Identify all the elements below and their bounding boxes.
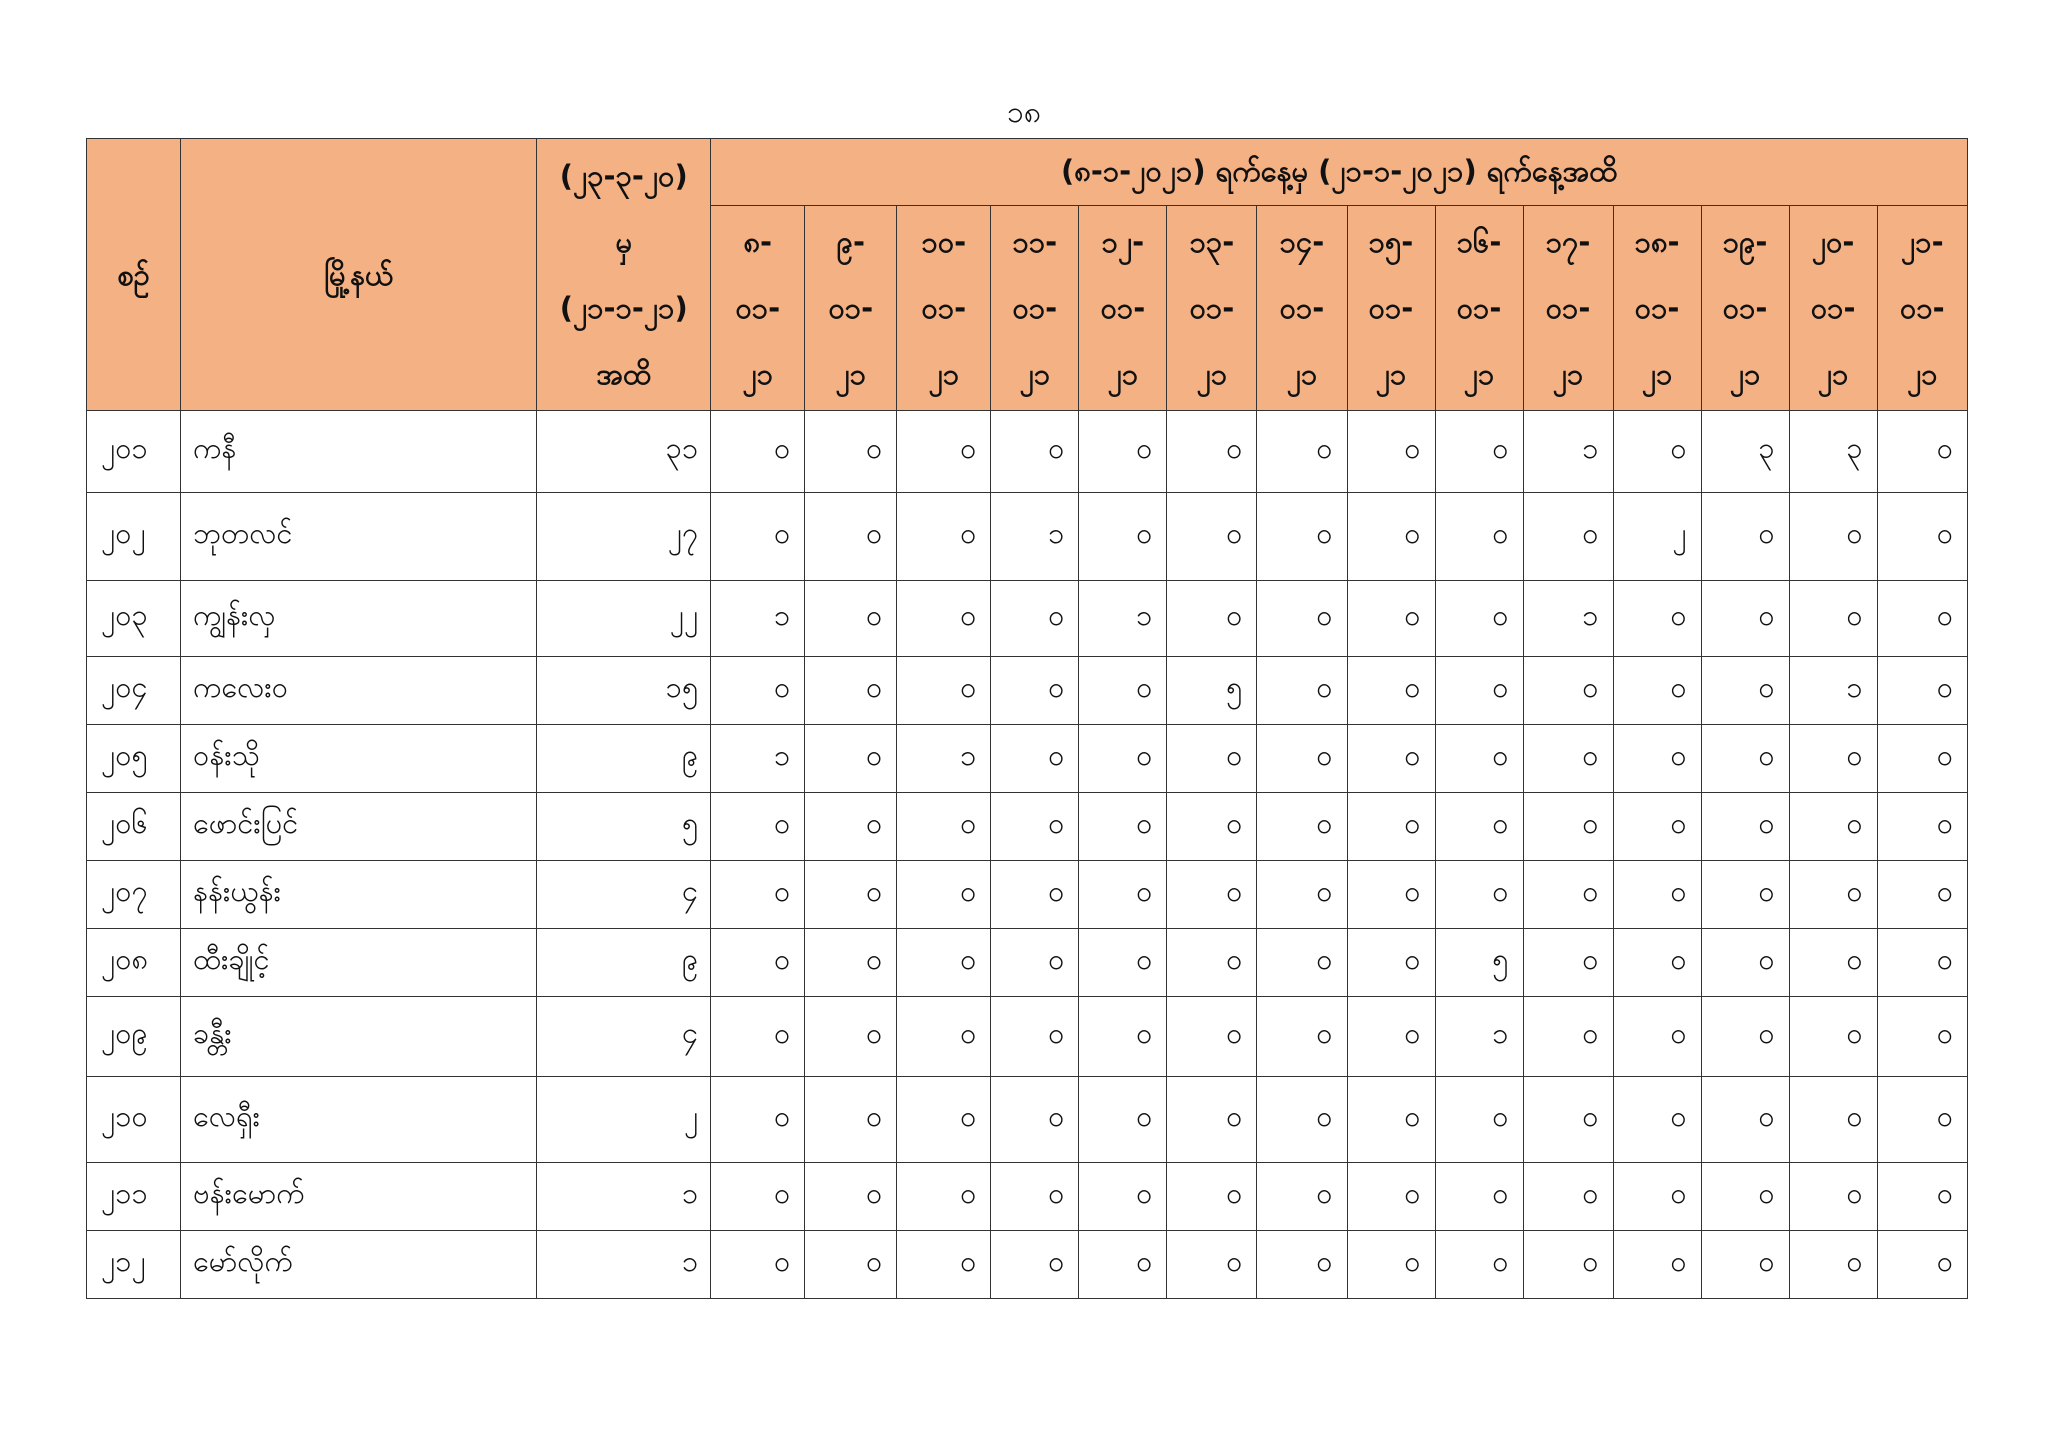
cell-value: ၀ xyxy=(1701,657,1789,725)
cell-town: ခန္တီး xyxy=(181,997,537,1077)
cell-value: ၂ xyxy=(1613,493,1701,581)
cell-value: ၀ xyxy=(897,1077,991,1163)
cell-value: ၀ xyxy=(1167,793,1257,861)
cell-value: ၀ xyxy=(991,1163,1079,1231)
cell-value: ၀ xyxy=(1613,1231,1701,1299)
cell-value: ၀ xyxy=(1789,581,1877,657)
table-row xyxy=(87,493,1968,581)
cell-value: ၀ xyxy=(805,725,897,793)
cell-value: ၀ xyxy=(1079,929,1167,997)
cell-value: ၀ xyxy=(1701,725,1789,793)
cell-total: ၂၂ xyxy=(537,581,711,657)
cell-town: မော်လိုက် xyxy=(181,1231,537,1299)
cell-total: ၃၁ xyxy=(537,411,711,493)
cell-value: ၀ xyxy=(1347,997,1435,1077)
header-date: ၁၅- ၀၁- ၂၁ xyxy=(1347,206,1435,411)
header-period: (၈-၁-၂၀၂၁) ရက်နေ့မှ (၂၁-၁-၂၀၂၁) ရက်နေ့အထိ xyxy=(711,139,1968,206)
cell-value: ၀ xyxy=(1613,793,1701,861)
cell-value: ၀ xyxy=(1789,793,1877,861)
cell-value: ၀ xyxy=(1877,581,1967,657)
cell-value: ၀ xyxy=(1347,1077,1435,1163)
cell-value: ၀ xyxy=(1789,1077,1877,1163)
cell-value: ၀ xyxy=(1701,493,1789,581)
cell-value: ၀ xyxy=(1079,793,1167,861)
cell-value: ၀ xyxy=(991,1231,1079,1299)
header-serial: စဉ် xyxy=(87,139,181,411)
header-date: ၁၃- ၀၁- ၂၁ xyxy=(1167,206,1257,411)
cell-value: ၀ xyxy=(1347,725,1435,793)
header-date: ၁၁- ၀၁- ၂၁ xyxy=(991,206,1079,411)
cell-value: ၀ xyxy=(1789,997,1877,1077)
cell-value: ၀ xyxy=(991,929,1079,997)
cell-value: ၀ xyxy=(711,793,805,861)
cell-total: ၄ xyxy=(537,861,711,929)
cell-value: ၀ xyxy=(897,657,991,725)
cell-value: ၀ xyxy=(1347,657,1435,725)
cell-value: ၀ xyxy=(1613,997,1701,1077)
cell-value: ၀ xyxy=(897,997,991,1077)
cell-serial: ၂၀၇ xyxy=(87,861,181,929)
cell-value: ၀ xyxy=(1523,657,1613,725)
cell-value: ၀ xyxy=(1435,725,1523,793)
cell-town: နန်းယွန်း xyxy=(181,861,537,929)
header-date: ၁၆- ၀၁- ၂၁ xyxy=(1435,206,1523,411)
cell-value: ၀ xyxy=(897,411,991,493)
cell-serial: ၂၀၅ xyxy=(87,725,181,793)
cell-town: ကျွန်းလှ xyxy=(181,581,537,657)
cell-value: ၀ xyxy=(1877,929,1967,997)
cell-value: ၀ xyxy=(805,411,897,493)
cell-value: ၁ xyxy=(711,581,805,657)
cell-value: ၀ xyxy=(1257,581,1347,657)
table-row xyxy=(87,657,1968,725)
cell-value: ၀ xyxy=(1347,861,1435,929)
cell-value: ၀ xyxy=(1167,581,1257,657)
cell-value: ၀ xyxy=(805,1163,897,1231)
cell-serial: ၂၁၀ xyxy=(87,1077,181,1163)
cell-value: ၀ xyxy=(1523,861,1613,929)
cell-serial: ၂၀၉ xyxy=(87,997,181,1077)
header-date: ၁၄- ၀၁- ၂၁ xyxy=(1257,206,1347,411)
cell-value: ၀ xyxy=(1257,1163,1347,1231)
cell-value: ၀ xyxy=(1613,929,1701,997)
cell-value: ၀ xyxy=(1613,581,1701,657)
cell-value: ၀ xyxy=(1435,793,1523,861)
header-date: ၁၇- ၀၁- ၂၁ xyxy=(1523,206,1613,411)
header-cumulative: (၂၃-၃-၂၀) မှ (၂၁-၁-၂၁) အထိ xyxy=(537,139,711,411)
cell-value: ၀ xyxy=(1079,657,1167,725)
cell-value: ၀ xyxy=(1167,1077,1257,1163)
cell-value: ၀ xyxy=(1079,997,1167,1077)
cell-value: ၀ xyxy=(1877,1077,1967,1163)
cell-value: ၀ xyxy=(1523,929,1613,997)
cell-value: ၀ xyxy=(1701,929,1789,997)
cell-serial: ၂၀၄ xyxy=(87,657,181,725)
cell-town: ထီးချိုင့် xyxy=(181,929,537,997)
cell-town: ဘုတလင် xyxy=(181,493,537,581)
cell-value: ၀ xyxy=(1079,861,1167,929)
cell-value: ၀ xyxy=(1701,581,1789,657)
table-row xyxy=(87,793,1968,861)
cell-value: ၀ xyxy=(805,861,897,929)
cell-value: ၀ xyxy=(1347,1231,1435,1299)
cell-town: ဗန်းမောက် xyxy=(181,1163,537,1231)
cell-value: ၀ xyxy=(1257,1077,1347,1163)
cell-value: ၀ xyxy=(1789,929,1877,997)
cell-value: ၀ xyxy=(1523,1077,1613,1163)
cell-value: ၀ xyxy=(1167,411,1257,493)
cell-value: ၀ xyxy=(1523,793,1613,861)
cell-serial: ၂၀၈ xyxy=(87,929,181,997)
cell-value: ၅ xyxy=(1167,657,1257,725)
header-date: ၁၉- ၀၁- ၂၁ xyxy=(1701,206,1789,411)
cell-total: ၅ xyxy=(537,793,711,861)
header-date: ၁၂- ၀၁- ၂၁ xyxy=(1079,206,1167,411)
cell-value: ၀ xyxy=(1701,861,1789,929)
cell-value: ၀ xyxy=(1701,1231,1789,1299)
cell-value: ၀ xyxy=(991,411,1079,493)
header-date: ၂၀- ၀၁- ၂၁ xyxy=(1789,206,1877,411)
cell-value: ၀ xyxy=(1877,997,1967,1077)
cell-value: ၀ xyxy=(1257,1231,1347,1299)
cell-value: ၀ xyxy=(1523,1163,1613,1231)
cell-value: ၀ xyxy=(1257,657,1347,725)
cell-value: ၀ xyxy=(711,411,805,493)
cell-value: ၀ xyxy=(1877,861,1967,929)
cell-serial: ၂၀၁ xyxy=(87,411,181,493)
cell-value: ၀ xyxy=(1877,725,1967,793)
header-town: မြို့နယ် xyxy=(181,139,537,411)
cell-value: ၁ xyxy=(1523,411,1613,493)
cell-value: ၀ xyxy=(1877,1163,1967,1231)
table-row xyxy=(87,725,1968,793)
cell-value: ၀ xyxy=(1167,493,1257,581)
cell-value: ၀ xyxy=(1877,411,1967,493)
cell-value: ၀ xyxy=(1257,861,1347,929)
cell-value: ၀ xyxy=(1613,1077,1701,1163)
cell-value: ၃ xyxy=(1701,411,1789,493)
cell-serial: ၂၁၁ xyxy=(87,1163,181,1231)
cell-value: ၀ xyxy=(1079,1163,1167,1231)
cell-value: ၀ xyxy=(991,657,1079,725)
cell-value: ၀ xyxy=(1347,493,1435,581)
table-header xyxy=(87,139,1968,411)
cell-value: ၀ xyxy=(1701,793,1789,861)
cell-value: ၀ xyxy=(805,657,897,725)
cell-value: ၀ xyxy=(711,997,805,1077)
cell-value: ၀ xyxy=(1877,1231,1967,1299)
cell-value: ၀ xyxy=(711,493,805,581)
table-row xyxy=(87,861,1968,929)
cell-value: ၀ xyxy=(1789,493,1877,581)
cell-value: ၁ xyxy=(1523,581,1613,657)
cell-value: ၀ xyxy=(1167,1163,1257,1231)
cell-value: ၀ xyxy=(1701,1163,1789,1231)
header-date: ၁၀- ၀၁- ၂၁ xyxy=(897,206,991,411)
cell-value: ၀ xyxy=(897,929,991,997)
cell-value: ၀ xyxy=(1257,793,1347,861)
cell-value: ၀ xyxy=(1435,1163,1523,1231)
cell-value: ၀ xyxy=(1613,657,1701,725)
cell-total: ၉ xyxy=(537,929,711,997)
cell-value: ၀ xyxy=(805,493,897,581)
cell-value: ၃ xyxy=(1789,411,1877,493)
cell-value: ၀ xyxy=(805,929,897,997)
cell-value: ၀ xyxy=(1613,411,1701,493)
cell-value: ၀ xyxy=(1079,1077,1167,1163)
cell-value: ၀ xyxy=(1877,493,1967,581)
cell-value: ၀ xyxy=(1877,657,1967,725)
cell-value: ၀ xyxy=(1435,1231,1523,1299)
table-row xyxy=(87,1231,1968,1299)
cell-value: ၁ xyxy=(1079,581,1167,657)
table-row xyxy=(87,997,1968,1077)
cell-total: ၁ xyxy=(537,1231,711,1299)
cell-value: ၀ xyxy=(1523,1231,1613,1299)
cell-value: ၀ xyxy=(1877,793,1967,861)
header-date: ၂၁- ၀၁- ၂၁ xyxy=(1877,206,1967,411)
cell-value: ၀ xyxy=(1701,997,1789,1077)
cell-value: ၁ xyxy=(1789,657,1877,725)
cell-value: ၀ xyxy=(1167,929,1257,997)
cell-value: ၀ xyxy=(1257,411,1347,493)
cell-value: ၀ xyxy=(897,861,991,929)
cell-total: ၂၇ xyxy=(537,493,711,581)
cell-value: ၀ xyxy=(1435,657,1523,725)
cell-value: ၀ xyxy=(711,1231,805,1299)
cell-value: ၀ xyxy=(991,725,1079,793)
cell-value: ၀ xyxy=(897,793,991,861)
cell-value: ၀ xyxy=(991,793,1079,861)
cell-total: ၁ xyxy=(537,1163,711,1231)
cell-total: ၉ xyxy=(537,725,711,793)
cell-value: ၀ xyxy=(1523,493,1613,581)
cell-total: ၁၅ xyxy=(537,657,711,725)
cell-serial: ၂၁၂ xyxy=(87,1231,181,1299)
cell-value: ၀ xyxy=(897,1231,991,1299)
cell-value: ၀ xyxy=(1435,861,1523,929)
cell-value: ၀ xyxy=(1257,725,1347,793)
cell-value: ၀ xyxy=(1523,997,1613,1077)
cell-value: ၀ xyxy=(1167,997,1257,1077)
cell-value: ၁ xyxy=(1435,997,1523,1077)
cell-value: ၀ xyxy=(1435,581,1523,657)
cell-value: ၀ xyxy=(1435,493,1523,581)
cell-value: ၀ xyxy=(1613,861,1701,929)
cell-value: ၀ xyxy=(1613,1163,1701,1231)
cell-value: ၀ xyxy=(1523,725,1613,793)
cell-value: ၀ xyxy=(711,1163,805,1231)
cell-value: ၀ xyxy=(1347,411,1435,493)
data-table xyxy=(86,138,1968,1299)
cell-town: ကနီ xyxy=(181,411,537,493)
cell-value: ၀ xyxy=(1257,997,1347,1077)
cell-value: ၀ xyxy=(1347,929,1435,997)
cell-value: ၀ xyxy=(897,1163,991,1231)
cell-value: ၀ xyxy=(1789,1163,1877,1231)
cell-value: ၀ xyxy=(711,1077,805,1163)
cell-serial: ၂၀၃ xyxy=(87,581,181,657)
cell-value: ၀ xyxy=(711,657,805,725)
cell-value: ၀ xyxy=(1701,1077,1789,1163)
cell-value: ၀ xyxy=(1613,725,1701,793)
cell-town: လေရှီး xyxy=(181,1077,537,1163)
cell-value: ၀ xyxy=(991,1077,1079,1163)
cell-value: ၀ xyxy=(711,861,805,929)
cell-value: ၁ xyxy=(897,725,991,793)
cell-value: ၀ xyxy=(991,997,1079,1077)
cell-value: ၀ xyxy=(805,581,897,657)
page-number: ၁၈ xyxy=(1006,95,1041,130)
cell-serial: ၂၀၂ xyxy=(87,493,181,581)
cell-value: ၀ xyxy=(805,793,897,861)
table-row xyxy=(87,929,1968,997)
cell-value: ၀ xyxy=(805,997,897,1077)
cell-value: ၀ xyxy=(1257,493,1347,581)
cell-value: ၀ xyxy=(1167,725,1257,793)
cell-value: ၀ xyxy=(805,1077,897,1163)
cell-value: ၀ xyxy=(1789,861,1877,929)
cell-value: ၀ xyxy=(1789,1231,1877,1299)
table-row xyxy=(87,1077,1968,1163)
cell-town: ဝန်းသို xyxy=(181,725,537,793)
cell-value: ၀ xyxy=(1167,861,1257,929)
cell-value: ၀ xyxy=(1347,1163,1435,1231)
cell-value: ၀ xyxy=(1167,1231,1257,1299)
header-date: ၁၈- ၀၁- ၂၁ xyxy=(1613,206,1701,411)
table-row xyxy=(87,411,1968,493)
cell-value: ၀ xyxy=(1079,493,1167,581)
cell-serial: ၂၀၆ xyxy=(87,793,181,861)
header-date: ၉- ၀၁- ၂၁ xyxy=(805,206,897,411)
cell-value: ၀ xyxy=(991,581,1079,657)
cell-value: ၅ xyxy=(1435,929,1523,997)
cell-value: ၀ xyxy=(1347,581,1435,657)
cell-value: ၀ xyxy=(1789,725,1877,793)
table-row xyxy=(87,1163,1968,1231)
cell-value: ၀ xyxy=(1079,1231,1167,1299)
cell-total: ၂ xyxy=(537,1077,711,1163)
cell-value: ၀ xyxy=(897,493,991,581)
cell-value: ၀ xyxy=(1347,793,1435,861)
cell-total: ၄ xyxy=(537,997,711,1077)
cell-town: ဖောင်းပြင် xyxy=(181,793,537,861)
cell-value: ၀ xyxy=(711,929,805,997)
cell-value: ၁ xyxy=(991,493,1079,581)
cell-value: ၀ xyxy=(1435,1077,1523,1163)
cell-value: ၁ xyxy=(711,725,805,793)
cell-value: ၀ xyxy=(805,1231,897,1299)
header-date: ၈- ၀၁- ၂၁ xyxy=(711,206,805,411)
cell-value: ၀ xyxy=(1079,411,1167,493)
cell-value: ၀ xyxy=(1079,725,1167,793)
cell-value: ၀ xyxy=(1435,411,1523,493)
cell-value: ၀ xyxy=(897,581,991,657)
cell-town: ကလေးဝ xyxy=(181,657,537,725)
table-body xyxy=(87,411,1968,1299)
cell-value: ၀ xyxy=(991,861,1079,929)
table-row xyxy=(87,581,1968,657)
cell-value: ၀ xyxy=(1257,929,1347,997)
